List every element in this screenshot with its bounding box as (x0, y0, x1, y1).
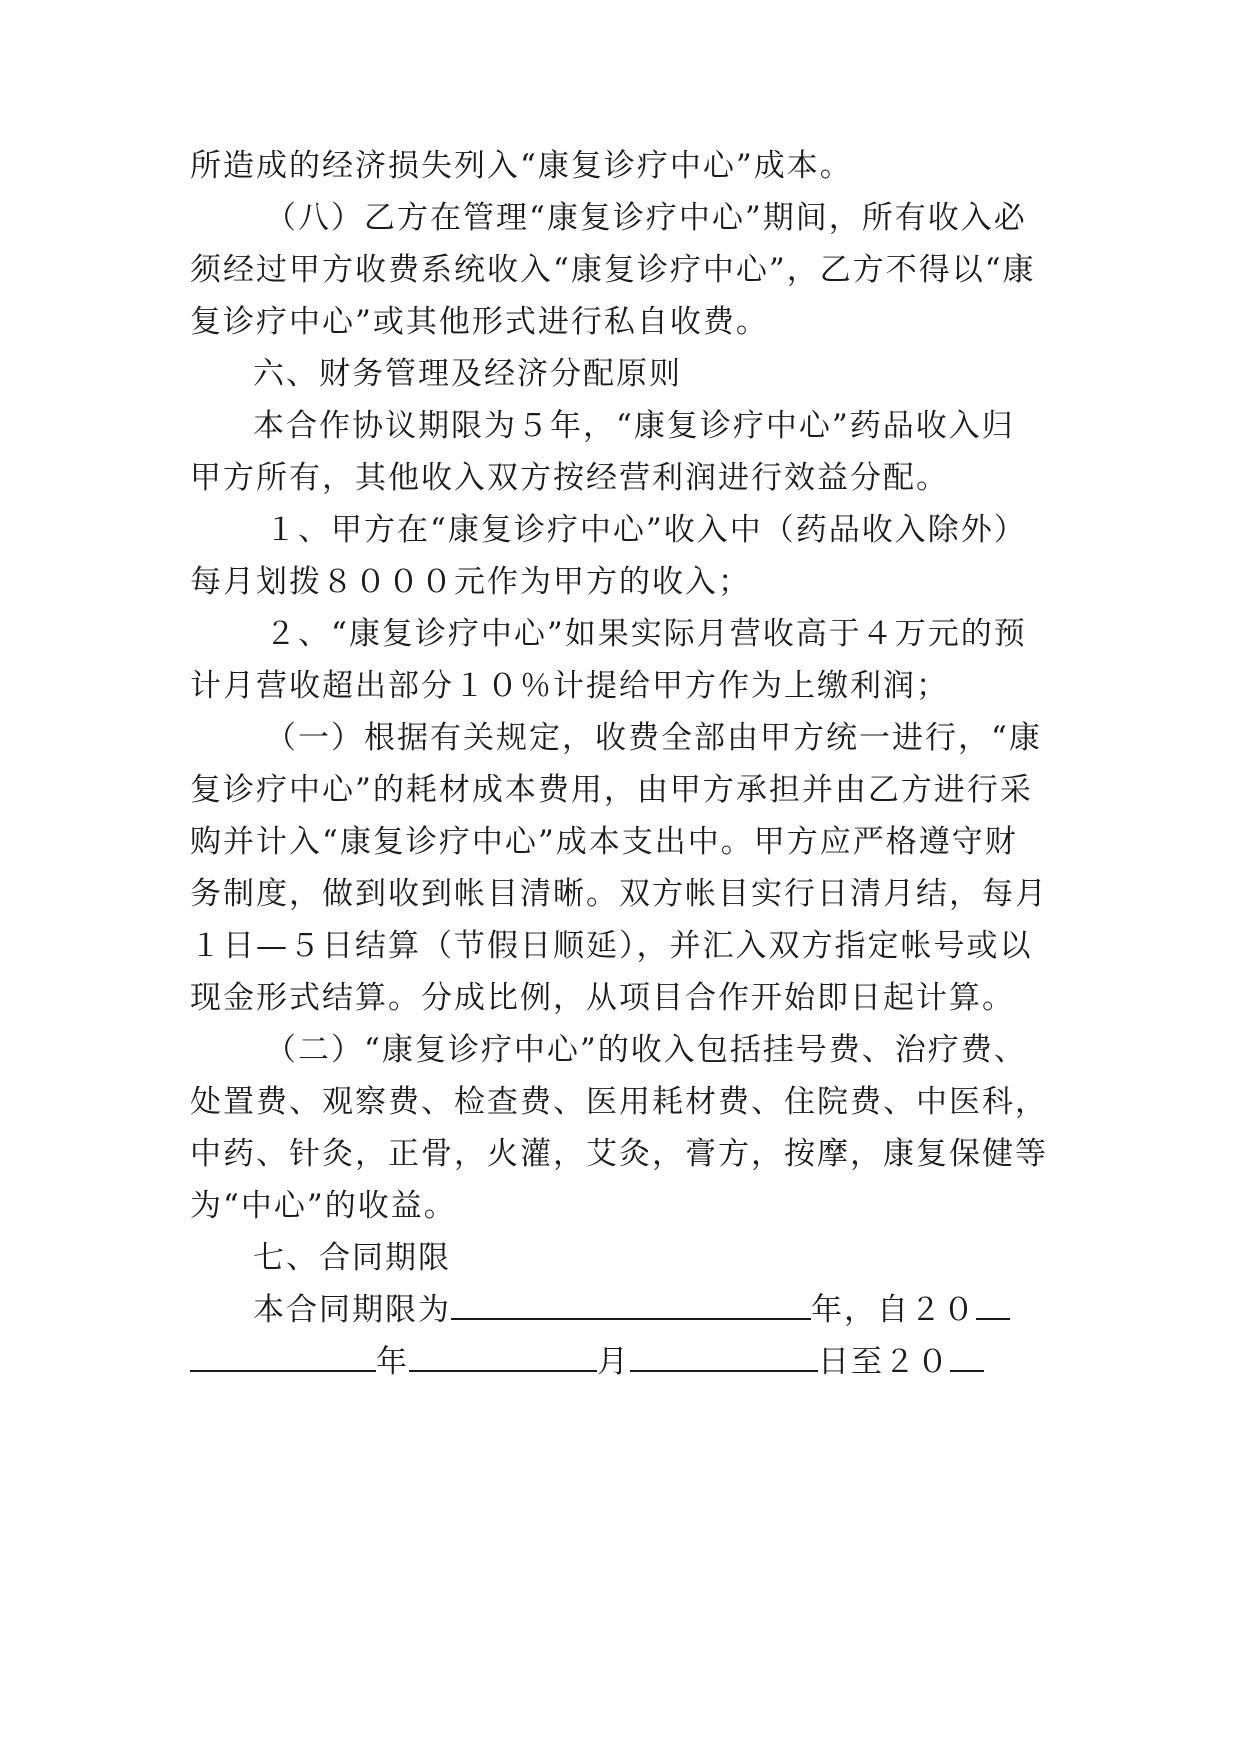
paragraph-line: 甲方所有，其他收入双方按经营利润进行效益分配。 (190, 460, 949, 496)
paragraph-line: １日—５日结算（节假日顺延），并汇入双方指定帐号或以 (190, 928, 1033, 964)
paragraph-line: 中药、针灸，正骨，火灌，艾灸，膏方，按摩，康复保健等 (190, 1136, 1048, 1172)
day-blank (630, 1344, 818, 1372)
paragraph-line: 所造成的经济损失列入“康复诊疗中心”成本。 (190, 148, 853, 184)
day-label: 日至２０ (818, 1344, 950, 1380)
paragraph-line: 购并计入“康复诊疗中心”成本支出中。甲方应严格遵守财 (190, 824, 1018, 860)
term-mid: 年，自２０ (811, 1292, 976, 1328)
term-prefix: 本合同期限为 (253, 1292, 451, 1328)
month-label: 月 (597, 1344, 630, 1380)
paragraph-line: 每月划拨８０００元作为甲方的收入； (190, 564, 751, 600)
start-year-blank (976, 1292, 1010, 1320)
paragraph-line: ２、“康复诊疗中心”如果实际月营收高于４万元的预 (265, 616, 1027, 652)
paragraph-line: （二）“康复诊疗中心”的收入包括挂号费、治疗费、 (265, 1032, 1027, 1068)
paragraph-line: 务制度，做到收到帐目清晰。双方帐目实行日清月结，每月 (190, 876, 1048, 912)
paragraph-line: 计月营收超出部分１０％计提给甲方作为上缴利润； (190, 668, 949, 704)
paragraph-line: 须经过甲方收费系统收入“康复诊疗中心”，乙方不得以“康 (190, 252, 1036, 288)
paragraph-line: 复诊疗中心”的耗材成本费用，由甲方承担并由乙方进行采 (190, 772, 1033, 808)
term-years-blank (451, 1292, 811, 1320)
paragraph-line: 现金形式结算。分成比例，从项目合作开始即日起计算。 (190, 980, 1015, 1016)
section-heading: 六、财务管理及经济分配原则 (253, 356, 682, 392)
paragraph-line: 复诊疗中心”或其他形式进行私自收费。 (190, 304, 769, 340)
end-year-blank (950, 1344, 984, 1372)
paragraph-line: １、甲方在“康复诊疗中心”收入中（药品收入除外） (265, 512, 1027, 548)
month-blank (409, 1344, 597, 1372)
paragraph-line: （八）乙方在管理“康复诊疗中心”期间，所有收入必 (265, 200, 1027, 236)
contract-term-line (253, 1290, 1050, 1330)
year-blank (190, 1344, 376, 1372)
section-heading: 七、合同期限 (253, 1240, 451, 1276)
paragraph-line: （一）根据有关规定，收费全部由甲方统一进行，“康 (265, 720, 1042, 756)
year-label: 年 (376, 1344, 409, 1380)
contract-date-line (190, 1342, 1050, 1382)
paragraph-line: 本合作协议期限为５年，“康复诊疗中心”药品收入归 (253, 408, 1015, 444)
paragraph-line: 为“中心”的收益。 (190, 1188, 457, 1224)
paragraph-line: 处置费、观察费、检查费、医用耗材费、住院费、中医科， (190, 1084, 1048, 1120)
